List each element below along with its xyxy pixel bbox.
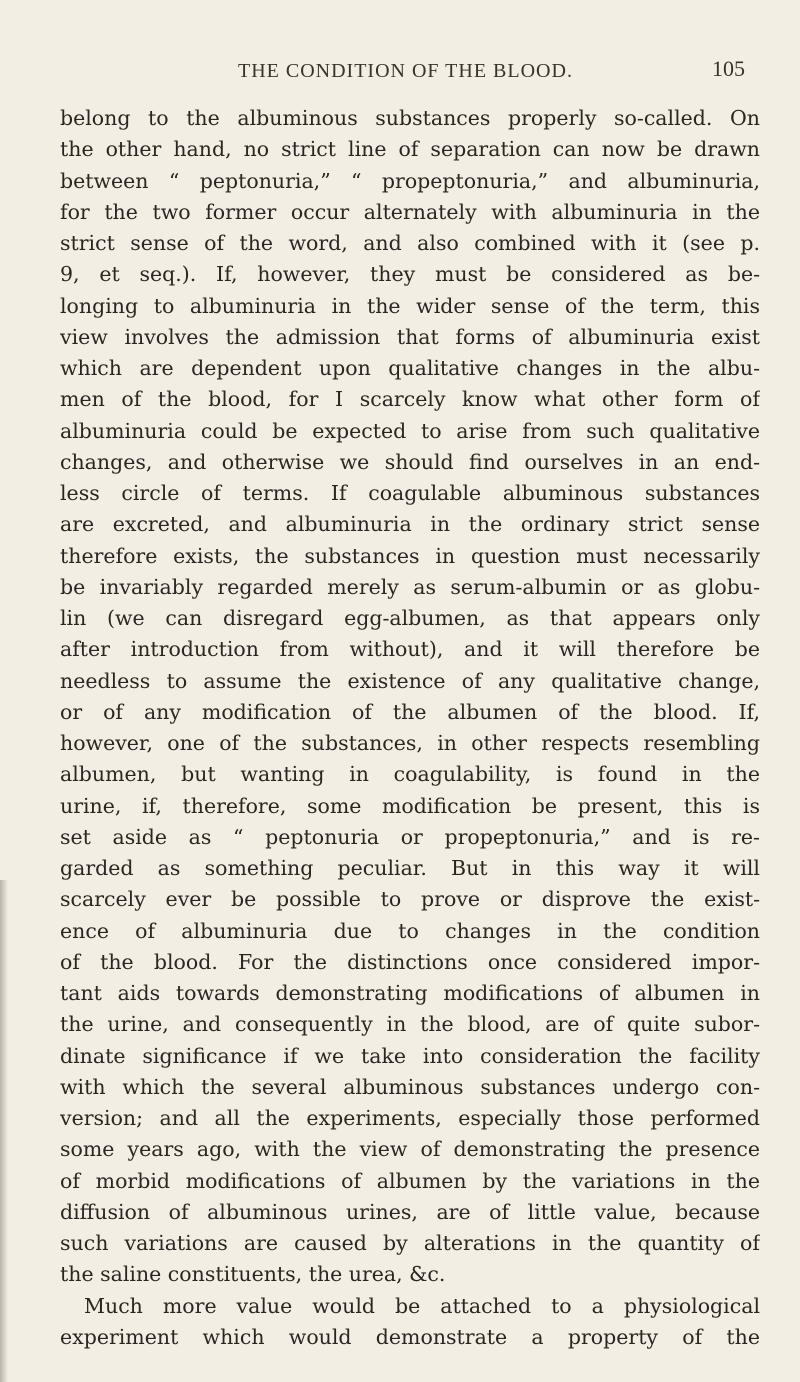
text-line: or of any modification of the albumen of the blood. If, <box>60 699 760 724</box>
text-line: experiment which would demonstrate a property of the <box>60 1324 760 1349</box>
text-line: be invariably regarded merely as serum-albumin or as globu- <box>60 574 760 599</box>
text-line: lin (we can disregard egg-albumen, as that appears only <box>60 606 760 630</box>
text-line: set aside as “ peptonuria or propeptonuria,” and is re- <box>60 824 760 849</box>
text-line: less circle of terms. If coagulable albuminous substances <box>60 481 760 505</box>
text-line: the saline constituents, the urea, &c. <box>60 1262 446 1287</box>
text-line: longing to albuminuria in the wider sense of the term, this <box>60 293 760 318</box>
text-line: scarcely ever be possible to prove or disprove the exist- <box>60 887 760 912</box>
text-line: of the blood. For the distinctions once considered impor- <box>60 949 760 974</box>
text-line: after introduction from without), and it will therefore be <box>60 637 760 662</box>
text-line: changes, and otherwise we should find ourselves in an end- <box>60 449 760 474</box>
text-line: 9, et seq.). If, however, they must be considered as be- <box>60 262 760 287</box>
text-line: garded as something peculiar. But in this way it will <box>60 856 760 880</box>
text-line: Much more value would be attached to a physiological <box>84 1293 760 1318</box>
text-line: dinate significance if we take into consideration the facility <box>60 1043 760 1068</box>
text-line: such variations are caused by alterations in the quantity of <box>60 1231 760 1255</box>
page-number: 105 <box>712 56 745 81</box>
text-line: some years ago, with the view of demonstrating the presence <box>60 1137 760 1162</box>
binding-edge-shadow <box>0 880 8 1382</box>
text-line: the urine, and consequently in the blood, are of quite subor- <box>60 1012 760 1037</box>
text-line: albumen, but wanting in coagulability, is found in the <box>60 762 760 787</box>
text-line: strict sense of the word, and also combined with it (see p. <box>60 231 760 255</box>
text-line: diffusion of albuminous urines, are of little value, because <box>60 1199 760 1224</box>
text-line: with which the several albuminous substances undergo con- <box>60 1074 760 1099</box>
text-line: albuminuria could be expected to arise from such qualitative <box>60 418 760 443</box>
text-line: men of the blood, for I scarcely know what other form of <box>60 387 760 412</box>
running-head: THE CONDITION OF THE BLOOD. <box>238 60 573 82</box>
text-line: for the two former occur alternately with albuminuria in the <box>60 199 760 224</box>
text-line: tant aids towards demonstrating modifications of albumen in <box>60 981 760 1005</box>
text-line: belong to the albuminous substances properly so-called. On <box>60 106 760 130</box>
text-line: however, one of the substances, in other respects resembling <box>60 731 760 755</box>
text-line: the other hand, no strict line of separation can now be drawn <box>60 137 760 162</box>
text-line: which are dependent upon qualitative changes in the albu- <box>60 356 760 380</box>
text-line: view involves the admission that forms of albuminuria exist <box>60 324 760 349</box>
text-line: version; and all the experiments, especially those performed <box>60 1106 760 1130</box>
text-line: therefore exists, the substances in question must necessarily <box>60 543 760 568</box>
text-line: needless to assume the existence of any qualitative change, <box>60 668 760 693</box>
text-line: are excreted, and albuminuria in the ordinary strict sense <box>60 512 760 537</box>
text-line: ence of albuminuria due to changes in the condition <box>60 918 760 943</box>
text-line: between “ peptonuria,” “ propeptonuria,” and albuminuria, <box>60 168 760 193</box>
text-line: urine, if, therefore, some modification be present, this is <box>60 793 760 818</box>
text-line: of morbid modifications of albumen by the variations in the <box>60 1168 760 1193</box>
body-text <box>60 103 760 1353</box>
